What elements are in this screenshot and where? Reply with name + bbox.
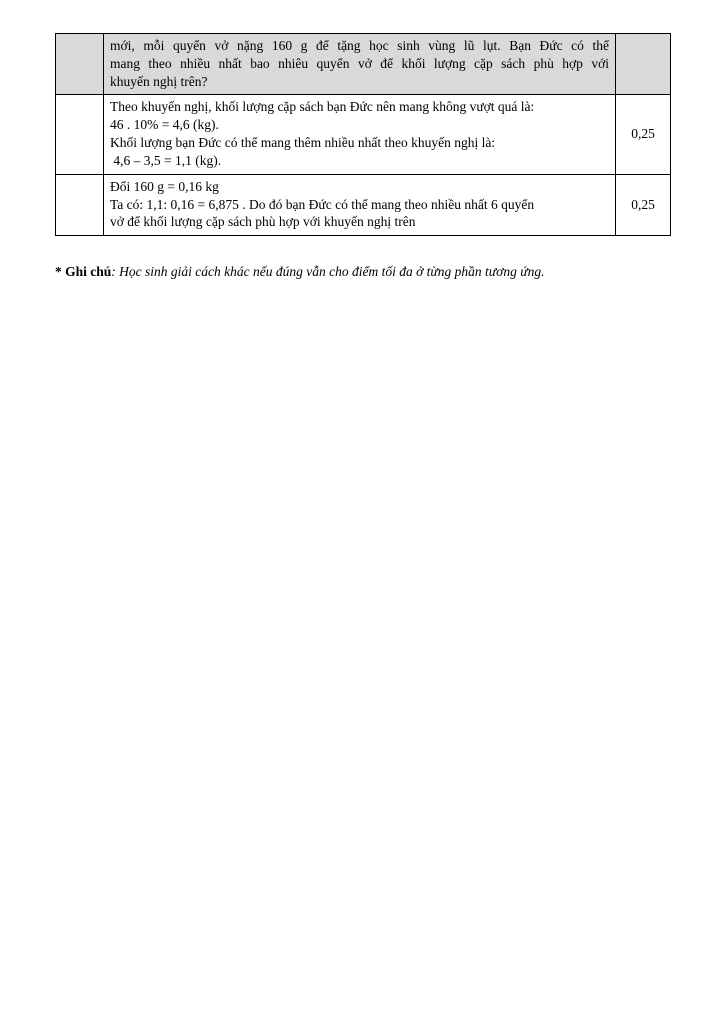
row-score-cell	[616, 34, 671, 95]
table-row	[56, 174, 671, 235]
answer-key-table	[55, 33, 671, 236]
body-line: vở để khối lượng cặp sách phù hợp với khuyến nghị trên	[110, 214, 416, 230]
body-line: Đổi 160 g = 0,16 kg	[110, 178, 219, 194]
row-body-cell	[104, 95, 616, 174]
body-line: 46 . 10% = 4,6 (kg).	[110, 117, 219, 133]
body-line: Khối lượng bạn Đức có thể mang thêm nhiều nhất theo khuyến nghị là:	[110, 135, 496, 151]
footnote-text: : Học sinh giải cách khác nếu đúng vẫn cho điểm tối đa ở từng phần tương ứng.	[111, 264, 545, 279]
row-label-cell	[56, 95, 104, 174]
body-line: Theo khuyến nghị, khối lượng cặp sách bạn Đức nên mang không vượt quá là:	[110, 99, 535, 115]
footnote	[55, 263, 675, 282]
footnote-star: *	[55, 264, 66, 279]
table-row	[56, 95, 671, 174]
row-score-cell: 0,25	[616, 95, 671, 174]
body-line: khuyến nghị trên?	[110, 73, 208, 89]
row-body-cell	[104, 34, 616, 95]
row-label-cell	[56, 34, 104, 95]
body-line: 4,6 – 3,5 = 1,1 (kg).	[110, 152, 222, 168]
row-label-cell	[56, 174, 104, 235]
row-body-cell	[104, 174, 616, 235]
footnote-label: Ghi chú	[65, 264, 112, 279]
table-row	[56, 34, 671, 95]
body-line: Ta có: 1,1: 0,16 = 6,875 . Do đó bạn Đức có thể mang theo nhiều nhất 6 quyển	[110, 196, 535, 212]
body-line: mới, mỗi quyển vở nặng 160 g để tặng học sinh vùng lũ lụt. Bạn Đức có thể	[110, 38, 609, 53]
row-score-cell: 0,25	[616, 174, 671, 235]
body-line: mang theo nhiều nhất bao nhiêu quyển vở để khối lượng cặp sách phù hợp với	[110, 55, 609, 71]
